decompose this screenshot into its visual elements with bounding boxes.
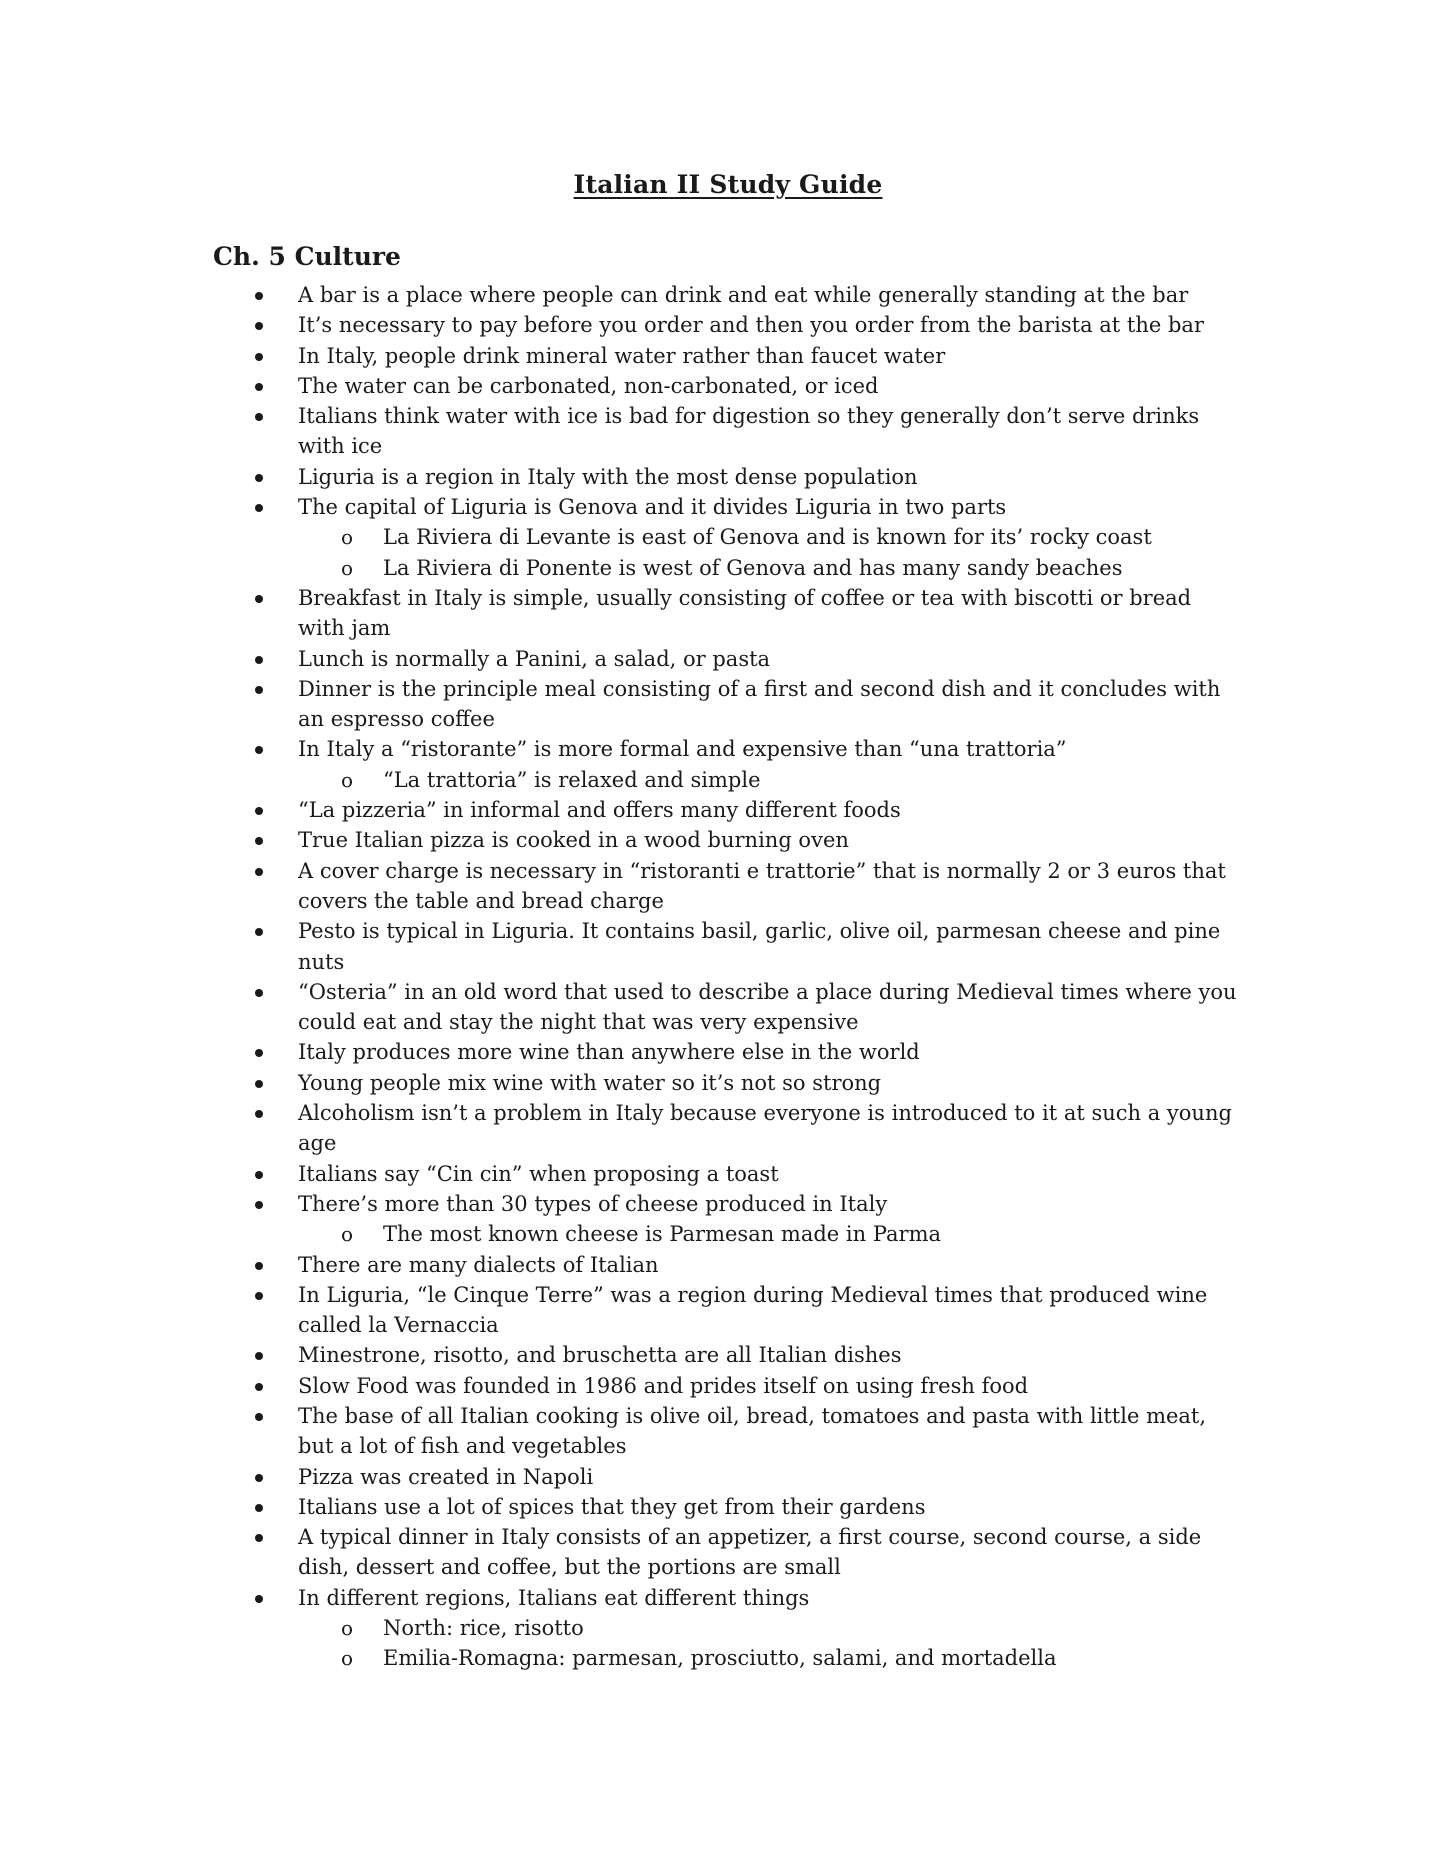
sub-bullet-item [298,1643,1243,1673]
bullet-text: Dinner is the principle meal consisting of a first and second dish and it concludes with an espresso coffee [298,676,1221,732]
sub-bullet-item [298,553,1243,583]
bullet-item [213,1068,1243,1098]
bullet-text: “La pizzeria” in informal and offers many different foods [298,798,901,823]
bullet-dot-icon [255,1049,263,1057]
bullet-item [213,462,1243,492]
bullet-dot-icon [255,322,263,330]
sub-bullet-item [298,1613,1243,1643]
sub-bullet-text: The most known cheese is Parmesan made in Parma [383,1222,941,1247]
hollow-bullet-icon: o [341,767,354,792]
bullet-text: Italians use a lot of spices that they get from their gardens [298,1494,926,1519]
bullet-item [213,1340,1243,1370]
bullet-text: In Italy a “ristorante” is more formal and expensive than “una trattoria” [298,737,1067,762]
bullet-item [213,1583,1243,1674]
sub-bullet-text: North: rice, risotto [383,1616,584,1641]
hollow-bullet-icon: o [341,1646,354,1671]
bullet-item [213,1522,1243,1583]
bullet-dot-icon [255,1171,263,1179]
hollow-bullet-icon: o [341,525,354,550]
bullet-item [213,916,1243,977]
bullet-dot-icon [255,1383,263,1391]
bullet-item [213,1250,1243,1280]
bullet-text: Italy produces more wine than anywhere else in the world [298,1040,920,1065]
bullet-item [213,674,1243,735]
bullet-text: True Italian pizza is cooked in a wood burning oven [298,828,849,853]
bullet-text: Italians think water with ice is bad for digestion so they generally don’t serve drinks with ice [298,404,1200,459]
bullet-item [213,1401,1243,1462]
bullet-item [213,401,1243,462]
sub-bullet-text: “La trattoria” is relaxed and simple [383,767,761,792]
bullet-dot-icon [255,746,263,754]
bullet-dot-icon [255,928,263,936]
bullet-text: A cover charge is necessary in “ristoranti e trattorie” that is normally 2 or 3 euros that covers the table and bread charge [298,858,1226,913]
bullet-dot-icon [255,656,263,664]
bullet-dot-icon [255,686,263,694]
bullet-text: Minestrone, risotto, and bruschetta are all Italian dishes [298,1343,902,1368]
document-title: Italian II Study Guide [573,170,883,199]
bullet-dot-icon [255,1262,263,1270]
hollow-bullet-icon: o [341,1222,354,1247]
bullet-dot-icon [255,1534,263,1542]
bullet-item [213,1037,1243,1067]
bullet-item [213,583,1243,644]
bullet-text: “Osteria” in an old word that used to describe a place during Medieval times where you could eat and stay the night that was very expensive [298,979,1237,1035]
bullet-dot-icon [255,353,263,361]
bullet-text: Young people mix wine with water so it’s not so strong [298,1070,882,1095]
bullet-text: In Liguria, “le Cinque Terre” was a region during Medieval times that produced wine called la Vernaccia [298,1282,1208,1338]
bullet-item [213,856,1243,917]
bullet-text: There are many dialects of Italian [298,1252,659,1277]
sub-bullet-list [298,765,1243,795]
bullet-dot-icon [255,868,263,876]
bullet-text: Pesto is typical in Liguria. It contains basil, garlic, olive oil, parmesan cheese and pine nuts [298,919,1221,974]
bullet-item [213,1280,1243,1341]
bullet-dot-icon [255,474,263,482]
bullet-list [213,280,1243,1674]
sub-bullet-text: La Riviera di Ponente is west of Genova and has many sandy beaches [383,555,1123,580]
bullet-text: There’s more than 30 types of cheese produced in Italy [298,1191,888,1216]
bullet-text: In different regions, Italians eat different things [298,1585,810,1610]
bullet-text: The base of all Italian cooking is olive oil, bread, tomatoes and pasta with little meat, but a lot of fish and vegetables [298,1403,1207,1459]
bullet-dot-icon [255,1413,263,1421]
hollow-bullet-icon: o [341,555,354,580]
bullet-item [213,1159,1243,1189]
bullet-dot-icon [255,1080,263,1088]
bullet-dot-icon [255,1292,263,1300]
bullet-text: Liguria is a region in Italy with the most dense population [298,464,918,489]
bullet-item [213,825,1243,855]
bullet-dot-icon [255,837,263,845]
bullet-item [213,310,1243,340]
bullet-dot-icon [255,1504,263,1512]
bullet-text: Pizza was created in Napoli [298,1464,594,1489]
hollow-bullet-icon: o [341,1616,354,1641]
bullet-dot-icon [255,1352,263,1360]
bullet-item [213,1189,1243,1250]
bullet-text: The water can be carbonated, non-carbonated, or iced [298,373,879,398]
bullet-text: The capital of Liguria is Genova and it divides Liguria in two parts [298,495,1007,520]
sub-bullet-list [298,522,1243,583]
bullet-dot-icon [255,383,263,391]
bullet-item [213,977,1243,1038]
bullet-item [213,341,1243,371]
bullet-item [213,1371,1243,1401]
bullet-dot-icon [255,413,263,421]
bullet-item [213,734,1243,795]
bullet-dot-icon [255,1110,263,1118]
sub-bullet-text: Emilia-Romagna: parmesan, prosciutto, salami, and mortadella [383,1646,1057,1671]
bullet-item [213,795,1243,825]
bullet-item [213,1098,1243,1159]
bullet-item [213,492,1243,583]
bullet-dot-icon [255,989,263,997]
bullet-text: Slow Food was founded in 1986 and prides itself on using fresh food [298,1373,1029,1398]
bullet-text: Alcoholism isn’t a problem in Italy because everyone is introduced to it at such a young age [298,1101,1232,1156]
sub-bullet-item [298,1219,1243,1249]
bullet-dot-icon [255,292,263,300]
bullet-item [213,280,1243,310]
bullet-text: Breakfast in Italy is simple, usually consisting of coffee or tea with biscotti or bread with jam [298,585,1192,641]
section-heading: Ch. 5 Culture [213,242,401,271]
sub-bullet-item [298,522,1243,552]
bullet-item [213,371,1243,401]
bullet-dot-icon [255,504,263,512]
bullet-text: Italians say “Cin cin” when proposing a toast [298,1161,779,1186]
bullet-item [213,1462,1243,1492]
bullet-text: A bar is a place where people can drink and eat while generally standing at the bar [298,283,1189,307]
bullet-text: A typical dinner in Italy consists of an appetizer, a first course, second course, a side dish, dessert and coffee, but the portions are small [298,1525,1202,1580]
bullet-dot-icon [255,1595,263,1603]
bullet-text: It’s necessary to pay before you order and then you order from the barista at the bar [298,313,1204,338]
bullet-dot-icon [255,595,263,603]
sub-bullet-list [298,1613,1243,1674]
bullet-text: In Italy, people drink mineral water rather than faucet water [298,343,946,368]
sub-bullet-list [298,1219,1243,1249]
bullet-dot-icon [255,1474,263,1482]
sub-bullet-item [298,765,1243,795]
bullet-dot-icon [255,1201,263,1209]
bullet-text: Lunch is normally a Panini, a salad, or pasta [298,646,771,671]
bullet-item [213,644,1243,674]
bullet-dot-icon [255,807,263,815]
sub-bullet-text: La Riviera di Levante is east of Genova and is known for its’ rocky coast [383,525,1152,550]
bullet-item [213,1492,1243,1522]
